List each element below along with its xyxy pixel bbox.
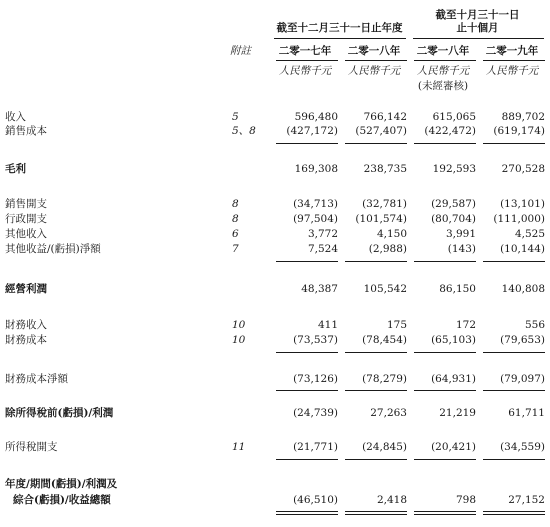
row-value: 3,772 [307, 228, 338, 240]
unit-header-3: 人民幣千元 [416, 65, 470, 77]
year-header-3: 二零一八年 [416, 45, 470, 57]
total-double-rule [276, 511, 338, 512]
row-label: 行政開支 [5, 213, 47, 225]
row-note: 8 [232, 198, 239, 210]
row-value: 27,152 [508, 494, 545, 506]
unit-header-4: 人民幣千元 [485, 65, 539, 77]
row-label: 收入 [5, 111, 26, 123]
unit-header-1: 人民幣千元 [278, 65, 332, 77]
row-label: 除所得稅前(虧損)/利潤 [5, 407, 114, 419]
row-value: (20,421) [431, 441, 476, 453]
subtotal-rule [483, 261, 545, 262]
row-value: (80,704) [431, 213, 476, 225]
subtotal-rule [414, 352, 476, 353]
row-label: 經營利潤 [5, 283, 47, 295]
subtotal-rule [276, 261, 338, 262]
subtotal-rule [345, 390, 407, 391]
row-value: (29,587) [431, 198, 476, 210]
row-note: 5、8 [232, 125, 256, 137]
row-value: (46,510) [293, 494, 338, 506]
row-value: (32,781) [362, 198, 407, 210]
row-value: 238,735 [363, 163, 407, 175]
subtotal-rule [414, 143, 476, 144]
row-label: 毛利 [5, 163, 26, 175]
header-10m-line2: 止十個月 [456, 22, 499, 34]
total-double-rule [276, 514, 338, 515]
year-rule-2 [345, 60, 407, 61]
year-header-1: 二零一七年 [278, 45, 332, 57]
row-value: 766,142 [363, 111, 407, 123]
row-note: 6 [232, 228, 239, 240]
row-value: 192,593 [432, 163, 476, 175]
row-value: 7,524 [307, 243, 338, 255]
year-header-2: 二零一八年 [347, 45, 401, 57]
unit-header-2: 人民幣千元 [347, 65, 401, 77]
header-10m-rule [413, 38, 544, 39]
row-value: 105,542 [363, 283, 407, 295]
row-label: 財務成本 [5, 334, 47, 346]
row-value: (79,653) [500, 334, 545, 346]
row-note: 8 [232, 213, 239, 225]
row-label: 銷售開支 [5, 198, 47, 210]
row-value: (10,144) [500, 243, 545, 255]
row-value: 86,150 [439, 283, 476, 295]
row-label: 財務成本淨額 [5, 373, 68, 385]
unaudited-note: (未經審核) [417, 80, 469, 92]
row-value: 48,387 [301, 283, 338, 295]
row-value: (13,101) [500, 198, 545, 210]
row-value: 411 [317, 319, 338, 331]
subtotal-rule [345, 261, 407, 262]
subtotal-rule [483, 352, 545, 353]
row-label: 銷售成本 [5, 125, 47, 137]
row-label: 所得稅開支 [5, 441, 58, 453]
total-double-rule [483, 511, 545, 512]
row-value: (24,845) [362, 441, 407, 453]
subtotal-rule [414, 261, 476, 262]
year-rule-3 [414, 60, 476, 61]
row-value: (73,537) [293, 334, 338, 346]
row-note: 10 [232, 334, 246, 346]
subtotal-rule [276, 352, 338, 353]
total-double-rule [345, 514, 407, 515]
subtotal-rule [414, 390, 476, 391]
row-label: 財務收入 [5, 319, 47, 331]
row-value: 172 [455, 319, 476, 331]
year-rule-1 [276, 60, 338, 61]
row-value: (34,559) [500, 441, 545, 453]
total-double-rule [414, 511, 476, 512]
row-value: (527,407) [355, 125, 407, 137]
header-10m-line1: 截至十月三十一日 [435, 9, 520, 21]
row-value: (111,000) [493, 213, 545, 225]
subtotal-rule [276, 390, 338, 391]
total-double-rule [414, 514, 476, 515]
row-value: 169,308 [294, 163, 338, 175]
row-value: 556 [524, 319, 545, 331]
note-column-header: 附註 [230, 45, 251, 57]
row-note: 5 [232, 111, 239, 123]
row-value: 61,711 [508, 407, 545, 419]
row-value: (97,504) [293, 213, 338, 225]
row-value: (2,988) [368, 243, 407, 255]
row-value: (422,472) [424, 125, 476, 137]
row-value: 798 [455, 494, 476, 506]
subtotal-rule [483, 143, 545, 144]
row-value: (79,097) [500, 373, 545, 385]
total-double-rule [483, 514, 545, 515]
subtotal-rule [483, 390, 545, 391]
row-value: (21,771) [293, 441, 338, 453]
row-value: (65,103) [431, 334, 476, 346]
row-value: (143) [447, 243, 476, 255]
row-value: (24,739) [293, 407, 338, 419]
row-value: (619,174) [493, 125, 545, 137]
subtotal-rule [345, 459, 407, 460]
row-value: 615,065 [432, 111, 476, 123]
row-value: 4,150 [376, 228, 407, 240]
row-note: 11 [232, 441, 246, 453]
subtotal-rule [276, 459, 338, 460]
subtotal-rule [483, 459, 545, 460]
row-value: (78,454) [362, 334, 407, 346]
row-value: 889,702 [501, 111, 545, 123]
total-double-rule [345, 511, 407, 512]
row-value: 175 [386, 319, 407, 331]
row-value: (34,713) [293, 198, 338, 210]
year-rule-4 [483, 60, 545, 61]
row-value: (64,931) [431, 373, 476, 385]
subtotal-rule [414, 459, 476, 460]
row-value: (101,574) [355, 213, 407, 225]
row-label: 綜合(虧損)/收益總額 [13, 494, 111, 506]
row-value: 4,525 [514, 228, 545, 240]
header-fy-group: 截至十二月三十一日止年度 [276, 22, 403, 34]
header-fy-rule [274, 38, 406, 39]
row-label-line1: 年度/期間(虧損)/利潤及 [5, 478, 118, 490]
subtotal-rule [276, 143, 338, 144]
row-value: 596,480 [294, 111, 338, 123]
row-value: 27,263 [370, 407, 407, 419]
row-value: (427,172) [286, 125, 338, 137]
row-value: (78,279) [362, 373, 407, 385]
row-label: 其他收入 [5, 228, 47, 240]
row-value: 3,991 [445, 228, 476, 240]
row-note: 7 [232, 243, 239, 255]
row-value: 140,808 [501, 283, 545, 295]
row-label: 其他收益/(虧損)淨額 [5, 243, 101, 255]
row-value: 21,219 [439, 407, 476, 419]
row-value: 2,418 [376, 494, 407, 506]
year-header-4: 二零一九年 [485, 45, 539, 57]
subtotal-rule [345, 352, 407, 353]
subtotal-rule [345, 143, 407, 144]
row-value: (73,126) [293, 373, 338, 385]
row-value: 270,528 [501, 163, 545, 175]
row-note: 10 [232, 319, 246, 331]
